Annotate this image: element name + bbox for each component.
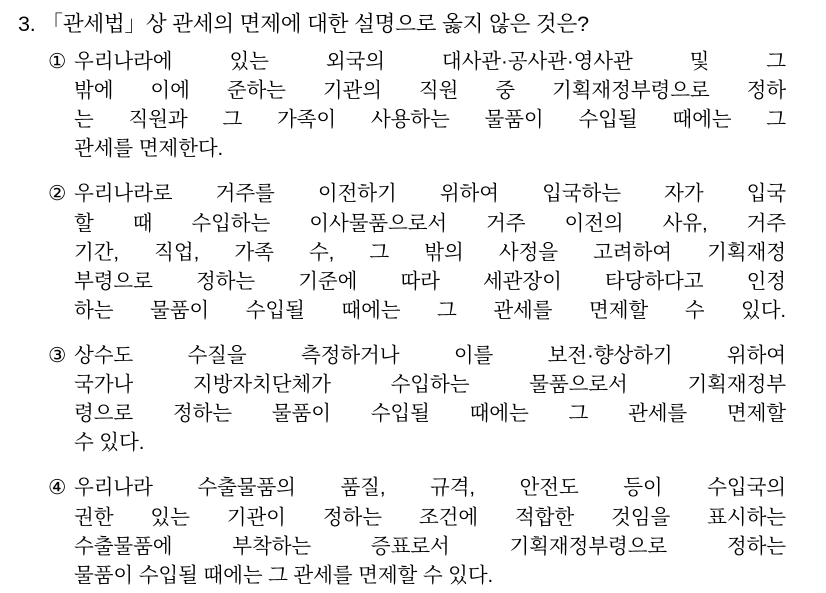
choice-line: 우리나라로 거주를 이전하기 위하여 입국하는 자가 입국 (74, 182, 786, 206)
choice-line: 권한 있는 기관이 정하는 조건에 적합한 것임을 표시하는 (74, 505, 786, 529)
choice-marker-4: ④ (48, 476, 67, 500)
choice-text-2 (74, 179, 808, 325)
choice-text-3 (74, 341, 808, 457)
choice-line: 하는 물품이 수입될 때에는 그 관세를 면제할 수 있다. (74, 298, 786, 322)
choice-line: 할 때 수입하는 이사물품으로서 거주 이전의 사유, 거주 (74, 211, 786, 235)
choice-option-1[interactable] (18, 47, 808, 163)
choice-marker-2: ② (48, 182, 67, 206)
choice-option-3[interactable] (18, 341, 808, 457)
choice-line: 기간, 직업, 가족 수, 그 밖의 사정을 고려하여 기획재정 (74, 240, 786, 264)
choice-line: 는 직원과 그 가족이 사용하는 물품이 수입될 때에는 그 (74, 108, 786, 132)
choice-line: 부령으로 정하는 기준에 따라 세관장이 타당하다고 인정 (74, 269, 786, 293)
question-number: 3. (18, 12, 36, 36)
choice-line: 밖에 이에 준하는 기관의 직원 중 기획재정부령으로 정하 (74, 79, 786, 103)
choice-text-4 (74, 473, 808, 589)
choice-marker-3: ③ (48, 344, 67, 367)
choice-list (18, 47, 808, 590)
choice-line: 우리나라 수출물품의 품질, 규격, 안전도 등이 수입국의 (74, 476, 786, 500)
choice-text-1 (74, 47, 808, 163)
choice-line: 수 있다. (74, 431, 145, 455)
question-stem (18, 10, 808, 39)
choice-option-4[interactable] (18, 473, 808, 589)
choice-line: 관세를 면제한다. (74, 137, 224, 161)
choice-line: 국가나 지방자치단체가 수입하는 물품으로서 기획재정부 (74, 373, 786, 397)
choice-marker-1: ① (48, 50, 67, 74)
choice-line: 물품이 수입될 때에는 그 관세를 면제할 수 있다. (74, 563, 494, 587)
question-text: 「관세법」상 관세의 면제에 대한 설명으로 옳지 않은 것은? (41, 12, 589, 36)
choice-option-2[interactable] (18, 179, 808, 325)
choice-line: 수출물품에 부착하는 증표로서 기획재정부령으로 정하는 (74, 534, 786, 558)
choice-line: 상수도 수질을 측정하거나 이를 보전·향상하기 위하여 (74, 344, 786, 367)
choice-line: 령으로 정하는 물품이 수입될 때에는 그 관세를 면제할 (74, 402, 786, 426)
choice-line: 우리나라에 있는 외국의 대사관·공사관·영사관 및 그 (74, 50, 786, 74)
